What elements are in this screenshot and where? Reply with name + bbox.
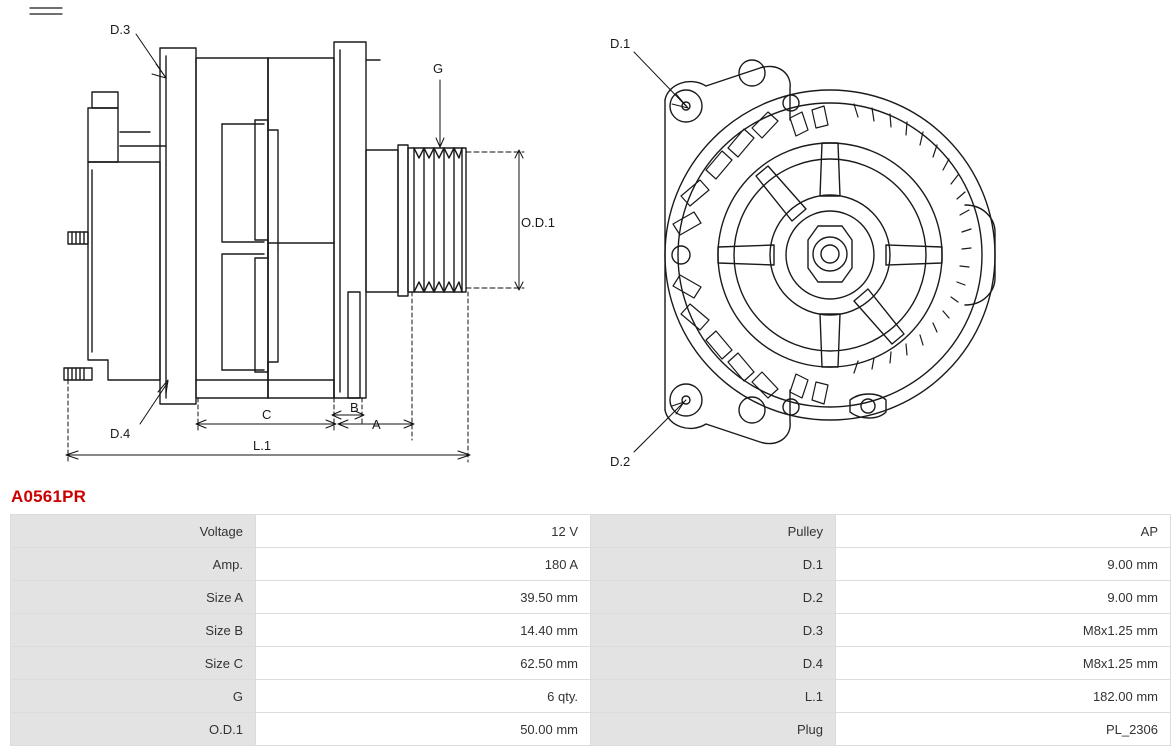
spec-value: 50.00 mm [256, 713, 591, 746]
spec-label: D.3 [591, 614, 836, 647]
spec-value: 9.00 mm [836, 548, 1171, 581]
spec-label: Plug [591, 713, 836, 746]
spec-label: D.1 [591, 548, 836, 581]
spec-label: Pulley [591, 515, 836, 548]
spec-label: Size B [11, 614, 256, 647]
spec-value: 180 A [256, 548, 591, 581]
callout-g: G [433, 61, 444, 76]
table-row [11, 680, 1171, 713]
callout-b: B [350, 400, 359, 415]
spec-value: 12 V [256, 515, 591, 548]
callout-d4: D.4 [110, 426, 131, 441]
callout-a: A [372, 417, 381, 432]
part-number: A0561PR [11, 487, 87, 506]
spec-label: L.1 [591, 680, 836, 713]
table-row [11, 581, 1171, 614]
spec-value: AP [836, 515, 1171, 548]
spec-value: M8x1.25 mm [836, 614, 1171, 647]
spec-value: 9.00 mm [836, 581, 1171, 614]
callout-l1: L.1 [253, 438, 272, 453]
spec-value: 39.50 mm [256, 581, 591, 614]
spec-label: G [11, 680, 256, 713]
spec-label: D.2 [591, 581, 836, 614]
spec-value: PL_2306 [836, 713, 1171, 746]
spec-value: 62.50 mm [256, 647, 591, 680]
callout-od1: O.D.1 [521, 215, 555, 230]
spec-value: 6 qty. [256, 680, 591, 713]
table-row [11, 614, 1171, 647]
spec-value: 14.40 mm [256, 614, 591, 647]
spec-label: Size C [11, 647, 256, 680]
spec-label: D.4 [591, 647, 836, 680]
table-row [11, 515, 1171, 548]
spec-value: M8x1.25 mm [836, 647, 1171, 680]
table-row [11, 647, 1171, 680]
spec-value: 182.00 mm [836, 680, 1171, 713]
spec-label: Voltage [11, 515, 256, 548]
spec-label: Amp. [11, 548, 256, 581]
table-row [11, 713, 1171, 746]
callout-d1: D.1 [610, 36, 631, 51]
callout-c: C [262, 407, 272, 422]
spec-label: O.D.1 [11, 713, 256, 746]
spec-label: Size A [11, 581, 256, 614]
specification-table [10, 514, 1171, 746]
callout-d2: D.2 [610, 454, 631, 469]
callout-d3: D.3 [110, 22, 131, 37]
table-row [11, 548, 1171, 581]
